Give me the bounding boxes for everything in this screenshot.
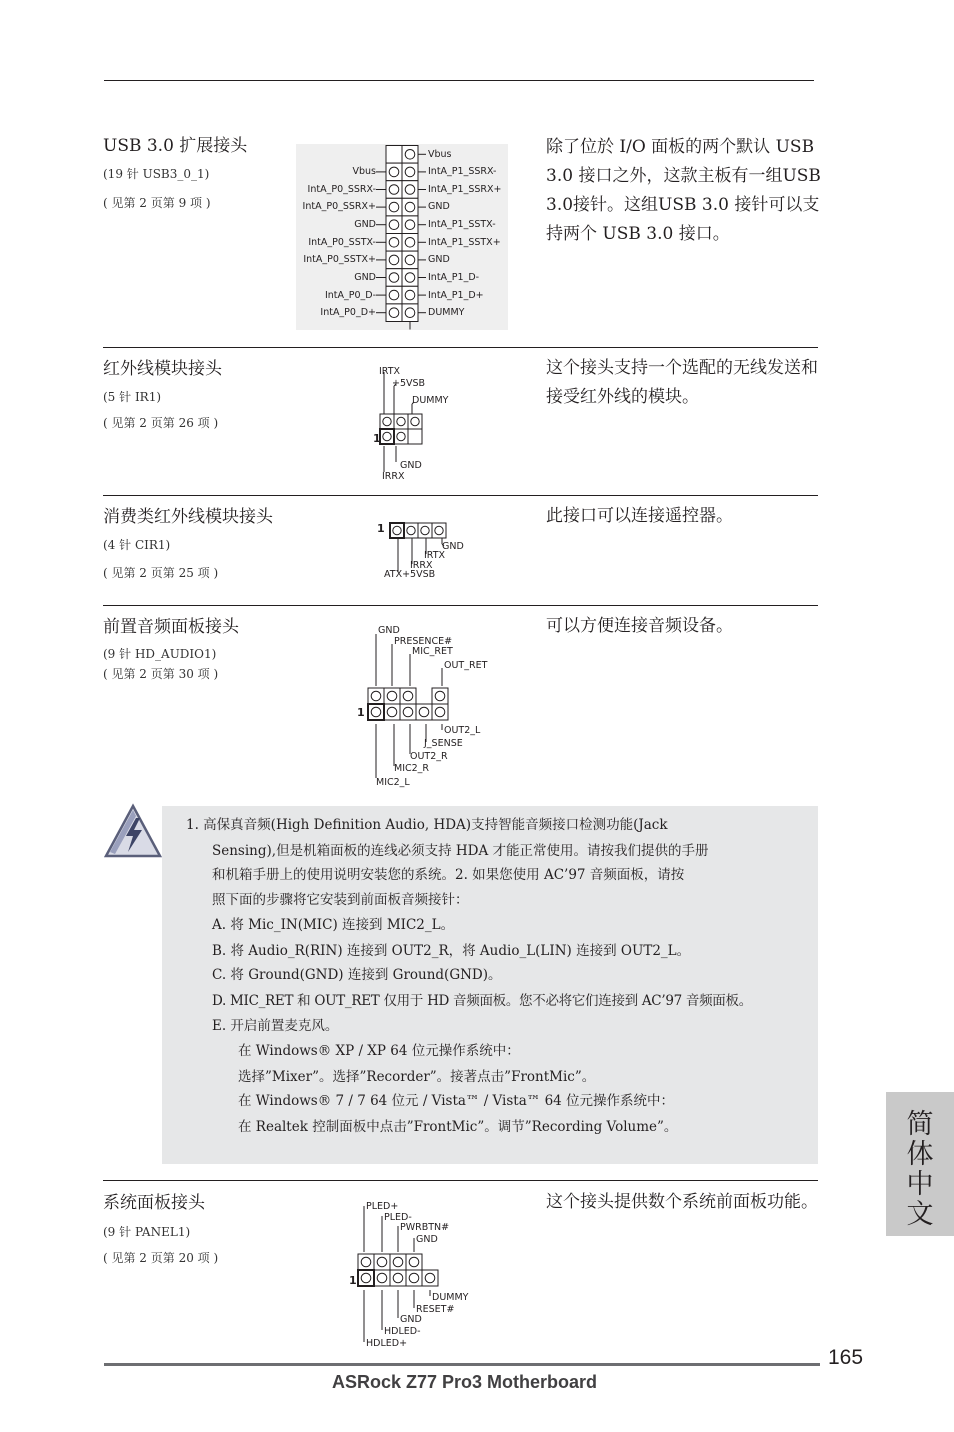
- audio-pin: [371, 691, 381, 701]
- panel-description: 这个接头提供数个系统前面板功能。: [546, 1192, 818, 1212]
- usb3-pin-label: IntA_P1_D-: [428, 272, 480, 283]
- panel-header-diagram: [348, 1196, 478, 1348]
- ir-pin: [383, 417, 391, 425]
- panel-pin-label: HDLED+: [366, 1338, 408, 1348]
- note-line: B. 将 Audio_R(RIN) 连接到 OUT2_R，将 Audio_L(LIN) 连接到 OUT2_L。: [212, 943, 691, 959]
- usb3-pin-label: IntA_P0_D-: [324, 290, 376, 301]
- usb3-pin: [405, 255, 415, 265]
- cir-pin-label: GND: [442, 541, 464, 552]
- audio-pin: [435, 691, 445, 701]
- panel-pin-label: PLED+: [366, 1201, 399, 1212]
- panel-pin-label: PLED-: [384, 1212, 412, 1223]
- panel-pin-label: PWRBTN#: [400, 1222, 450, 1233]
- ir-pin-grid: [380, 414, 422, 444]
- panel-pin-label: GND: [416, 1234, 438, 1245]
- panel-pin-label: DUMMY: [432, 1292, 469, 1303]
- cir-header-diagram: [376, 518, 472, 582]
- cir-pin: [435, 526, 443, 534]
- note-line: 选择”Mixer”。选择”Recorder”。接著点击”FrontMic”。: [238, 1069, 596, 1085]
- audio-description: 可以方便连接音频设备。: [546, 616, 733, 636]
- note-line: E. 开启前置麦克风。: [212, 1018, 339, 1034]
- usb3-pin: [405, 167, 415, 177]
- ir-pin-label: GND: [400, 460, 422, 471]
- usb3-pin: [405, 308, 415, 318]
- usb3-pin-label: IntA_P0_SSRX+: [302, 201, 376, 212]
- audio-pin: [387, 707, 397, 717]
- audio-title: 前置音频面板接头: [103, 617, 239, 637]
- ir-pin-label: IRRX: [382, 471, 405, 482]
- note-line: D. MIC_RET 和 OUT_RET 仅用于 HD 音频面板。您不必将它们连接到 AC’97 音频面板。: [212, 993, 752, 1009]
- note-line: Sensing),但是机箱面板的连线必须支持 HDA 才能正常使用。请按我们提供的手册: [212, 843, 709, 859]
- panel-pin: [361, 1273, 371, 1283]
- usb3-pin-label: GND: [354, 272, 376, 283]
- usb3-pin: [389, 308, 399, 318]
- usb3-pin-label: IntA_P1_SSRX+: [428, 184, 502, 195]
- note-line: 在 Windows® 7 / 7 64 位元 / Vista™ / Vista™ 64 位元操作系统中：: [238, 1093, 675, 1109]
- cir-title: 消费类红外线模块接头: [103, 507, 273, 527]
- usb3-pin: [405, 273, 415, 283]
- usb3-pin: [405, 290, 415, 300]
- usb3-pin-label: DUMMY: [428, 307, 465, 318]
- ir-pin-count: (5 针 IR1): [103, 390, 162, 404]
- ir-header-diagram: [372, 362, 472, 484]
- panel-pin1-label: 1: [349, 1274, 357, 1287]
- ir-description: 这个接头支持一个选配的无线发送和接受红外线的模块。: [546, 358, 818, 407]
- cir-description: 此接口可以连接遥控器。: [546, 506, 733, 526]
- usb3-pin: [405, 185, 415, 195]
- usb3-pin-label: IntA_P0_SSTX+: [303, 254, 376, 265]
- panel-pin: [425, 1273, 435, 1283]
- usb3-pin: [389, 273, 399, 283]
- ir-pin-label: +5VSB: [392, 378, 426, 389]
- ir-pin-label: DUMMY: [412, 395, 449, 406]
- panel-pin: [393, 1273, 403, 1283]
- note-line: C. 将 Ground(GND) 连接到 Ground(GND)。: [212, 967, 502, 983]
- usb3-pin-label: GND: [354, 219, 376, 230]
- ir-pin-label: IRTX: [379, 366, 401, 377]
- audio-pin-label: MIC2_R: [394, 763, 430, 774]
- audio-pin-label: GND: [378, 625, 400, 636]
- cir-pin-label: IRRX: [410, 560, 433, 571]
- note-line: 和机箱手册上的使用说明安装您的系统。2. 如果您使用 AC’97 音频面板，请按: [212, 867, 685, 883]
- panel-pin-label: HDLED-: [384, 1326, 421, 1337]
- audio-pin-label: OUT_RET: [444, 660, 488, 671]
- usb3-description: 除了位於 I/O 面板的两个默认 USB 3.0 接口之外，这款主板有一组USB 3.0接针。这组USB 3.0 接针可以支持两个 USB 3.0 接口。: [546, 137, 821, 244]
- footer-product-name: ASRock Z77 Pro3 Motherboard: [332, 1372, 598, 1392]
- panel-pin-count: (9 针 PANEL1): [103, 1225, 191, 1239]
- usb3-pin: [389, 255, 399, 265]
- audio-pin-label: MIC_RET: [412, 646, 453, 657]
- section-divider: [103, 605, 818, 606]
- section-divider: [103, 495, 818, 496]
- usb3-cell: [386, 146, 402, 164]
- top-rule: [104, 80, 814, 81]
- usb3-title: USB 3.0 扩展接头: [103, 136, 248, 156]
- usb3-pin: [405, 220, 415, 230]
- audio-pin-label: PRESENCE#: [394, 636, 453, 647]
- usb3-pin-count: (19 针 USB3_0_1): [103, 167, 210, 181]
- usb3-pin-label: IntA_P0_SSTX-: [308, 237, 376, 248]
- usb3-pin-label: Vbus: [352, 166, 376, 177]
- panel-pin-grid: [358, 1254, 438, 1286]
- panel-pin-label: RESET#: [416, 1304, 455, 1315]
- page-number: 165: [828, 1346, 864, 1369]
- audio-pin: [435, 707, 445, 717]
- audio-pin-count: (9 针 HD_AUDIO1): [103, 647, 217, 661]
- cir-pin: [393, 526, 401, 534]
- panel-pin-label: GND: [400, 1314, 422, 1325]
- audio-pin-label: OUT2_R: [410, 751, 448, 762]
- cir-pin: [421, 526, 429, 534]
- ir-pin1-label: 1: [373, 432, 381, 445]
- audio-pin: [371, 707, 381, 717]
- panel-pin: [393, 1257, 403, 1267]
- audio-reference: ( 见第 2 页第 30 项 ): [103, 667, 219, 681]
- panel-reference: ( 见第 2 页第 20 项 ): [103, 1251, 219, 1265]
- usb3-reference: ( 见第 2 页第 9 项 ): [103, 196, 211, 210]
- audio-pin: [419, 707, 429, 717]
- audio-pin-label: MIC2_L: [376, 777, 410, 788]
- panel-pin: [409, 1273, 419, 1283]
- audio-pin-label: OUT2_L: [444, 725, 481, 736]
- usb3-pin-label: IntA_P0_D+: [320, 307, 376, 318]
- usb3-pin-label: IntA_P0_SSRX-: [307, 184, 376, 195]
- usb3-pin-label: Vbus: [428, 149, 452, 160]
- usb3-header-diagram: [296, 144, 510, 334]
- panel-pin: [361, 1257, 371, 1267]
- usb3-pin: [389, 185, 399, 195]
- usb3-pin-label: IntA_P1_D+: [428, 290, 484, 301]
- note-line: A. 将 Mic_IN(MIC) 连接到 MIC2_L。: [212, 917, 455, 933]
- note-line: 在 Realtek 控制面板中点击”FrontMic”。调节”Recording Volume”。: [238, 1119, 678, 1135]
- section-divider: [103, 1180, 818, 1181]
- language-tab-label: 简体中文: [906, 1109, 934, 1230]
- usb3-pin: [389, 202, 399, 212]
- cir-pin-label: ATX+5VSB: [384, 569, 436, 580]
- usb3-pin-label: GND: [428, 254, 450, 265]
- audio-pin: [387, 691, 397, 701]
- note-box: [162, 806, 818, 1164]
- language-tab: [886, 1092, 954, 1236]
- ir-pin: [411, 417, 419, 425]
- ir-pin: [397, 432, 405, 440]
- audio-pin-grid: [368, 688, 448, 720]
- usb3-pin: [389, 220, 399, 230]
- audio-pin: [403, 707, 413, 717]
- note-line: 在 Windows® XP / XP 64 位元操作系统中：: [238, 1043, 520, 1059]
- ir-reference: ( 见第 2 页第 26 项 ): [103, 416, 219, 430]
- cir-reference: ( 见第 2 页第 25 项 ): [103, 566, 219, 580]
- note-line: 照下面的步骤将它安装到前面板音频接针：: [212, 892, 469, 908]
- section-divider: [103, 347, 818, 348]
- audio-pin1-label: 1: [357, 706, 365, 719]
- ir-pin: [383, 432, 391, 440]
- audio-header-diagram: [356, 620, 496, 792]
- usb3-pin-label: IntA_P1_SSRX-: [428, 166, 497, 177]
- cir-pin1-label: 1: [377, 522, 385, 535]
- cir-pin-count: (4 针 CIR1): [103, 538, 171, 552]
- panel-pin: [409, 1257, 419, 1267]
- ir-pin: [397, 417, 405, 425]
- note-line: 1. 高保真音频(High Definition Audio, HDA)支持智能音频接口检测功能(Jack: [186, 817, 668, 833]
- usb3-pin: [405, 202, 415, 212]
- usb3-pin: [405, 150, 415, 160]
- panel-pin: [377, 1257, 387, 1267]
- ir-cell: [408, 429, 422, 444]
- usb3-pin-label: IntA_P1_SSTX+: [428, 237, 501, 248]
- ir-title: 红外线模块接头: [103, 359, 222, 379]
- cir-pin-grid: [390, 523, 446, 538]
- usb3-pin-label: GND: [428, 201, 450, 212]
- panel-pin: [377, 1273, 387, 1283]
- warning-icon: [102, 802, 164, 862]
- usb3-pin: [389, 167, 399, 177]
- usb3-pin-label: IntA_P1_SSTX-: [428, 219, 496, 230]
- cir-pin-label: IRTX: [424, 550, 446, 561]
- footer-rule: [104, 1363, 820, 1366]
- audio-pin: [403, 691, 413, 701]
- panel-title: 系统面板接头: [103, 1193, 205, 1213]
- usb3-pin: [389, 290, 399, 300]
- usb3-pin: [405, 238, 415, 248]
- cir-pin: [407, 526, 415, 534]
- audio-pin-label: J_SENSE: [424, 738, 463, 749]
- usb3-pin: [389, 238, 399, 248]
